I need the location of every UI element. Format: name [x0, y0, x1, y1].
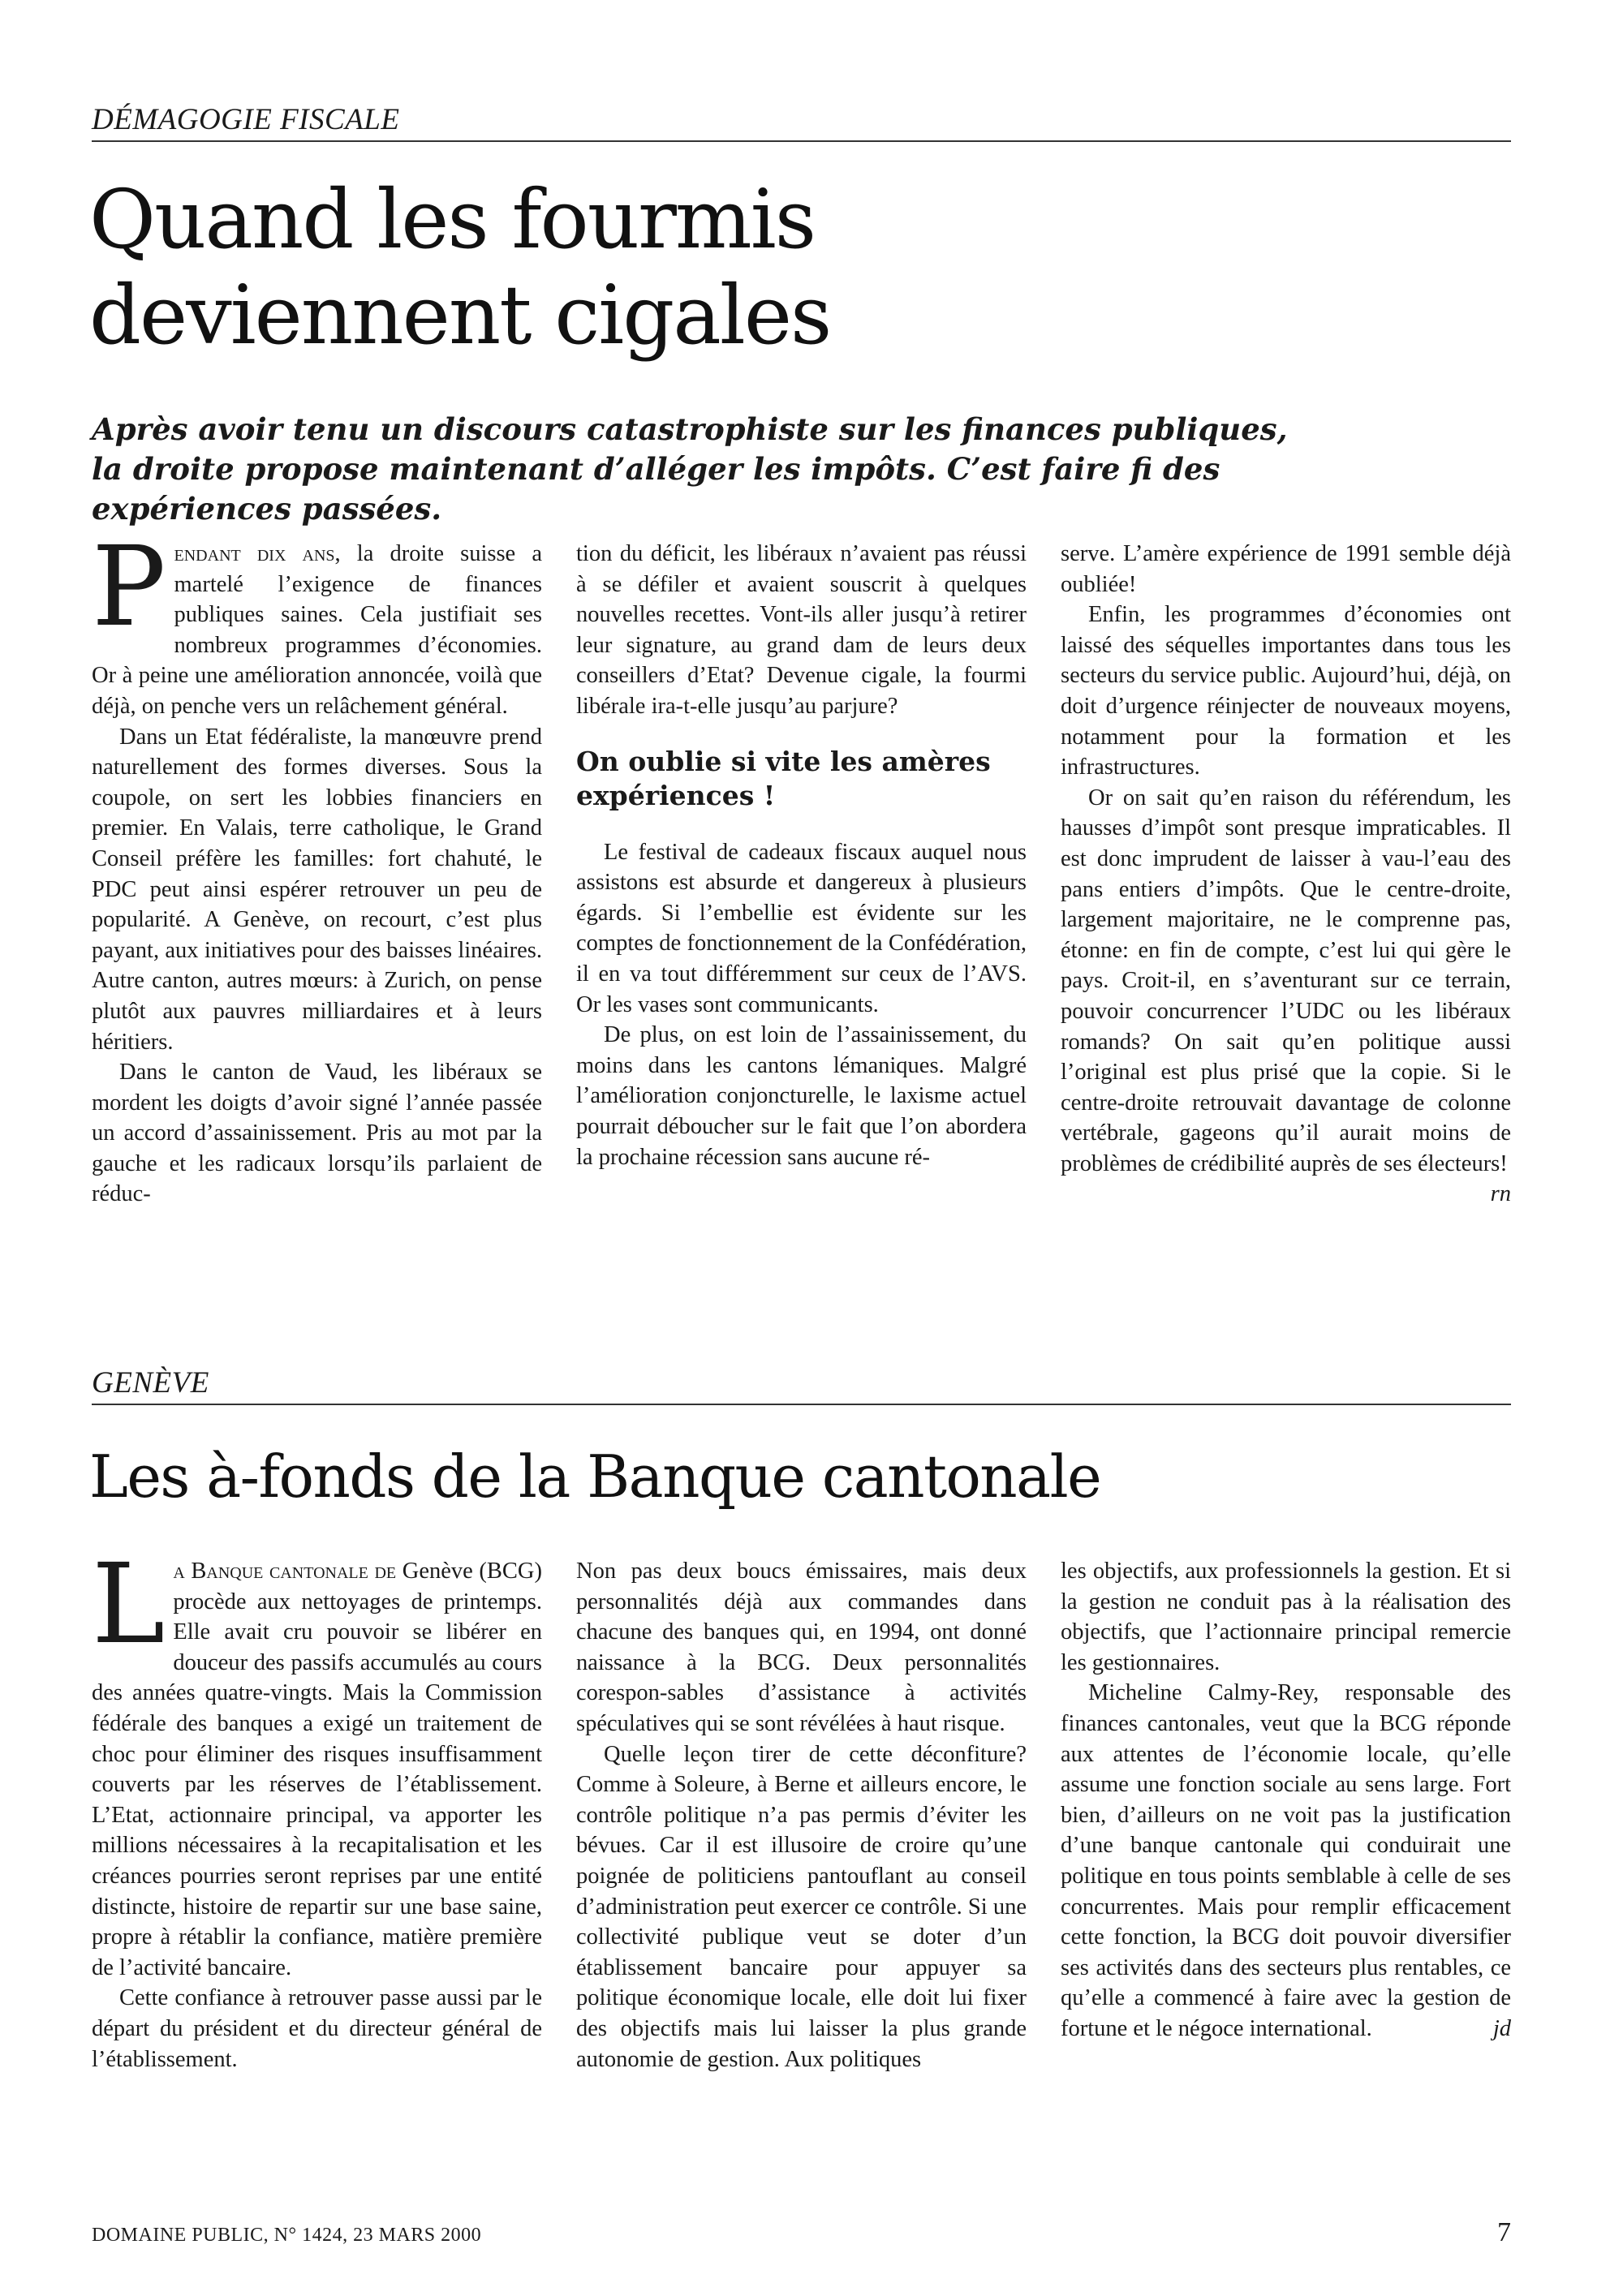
article2-body: [92, 1541, 1511, 2075]
paragraph: [92, 1541, 542, 1983]
paragraph: [1061, 783, 1511, 1207]
small-caps-opening: endant dix ans: [174, 541, 335, 566]
headline-line-1: Quand les fourmis: [89, 172, 816, 267]
paragraph-text: Genève (BCG) procède aux nettoyages de printemps. Elle avait cru pouvoir se libérer en douceur des passifs accumulés au cours des années quatre-vingts. Mais la Commission fédérale des banques a exigé un traitement de choc pour éliminer des risques insuffisamment couverts par les réserves de l’établissement. L’Etat, actionnaire principal, va apporter les millions nécessaires à la recapitalisation et les créances pourries seront reprises par une entité distincte, histoire de repartir sur une base saine, propre à rétablir la confiance, matière première de l’activité bancaire.: [92, 1559, 542, 1980]
headline-banque-cantonale: Les à-fonds de la Banque cantonale: [89, 1443, 1101, 1511]
page-number: 7: [1497, 2217, 1511, 2247]
paragraph: serve. L’amère expérience de 1991 semble déjà oubliée!: [1061, 541, 1511, 597]
author-signature: jd: [1492, 2015, 1511, 2041]
paragraph-text: Micheline Calmy-Rey, responsable des finances cantonales, veut que la BCG réponde aux attentes de l’économie locale, qu’elle assume une fonction sociale au sens large. Fort bien, d’ailleurs on ne voit pas la justification d’une banque cantonale qui conduirait une politique en tous points semblable à celle de ses concurrentes. Mais pour remplir efficacement cette fonction, la BCG doit pouvoir diversifier ses activités dans des secteurs plus rentables, ce qu’elle a commencé à faire avec la gestion de fortune et le négoce international.: [1061, 1680, 1511, 2041]
paragraph: les objectifs, aux professionnels la gestion. Et si la gestion ne conduit pas à la réalisation des objectifs, que l’actionnaire principal remercie les gestionnaires.: [1061, 1559, 1511, 1675]
headline-line-2: deviennent cigales: [89, 268, 831, 363]
article1-body: [92, 523, 1511, 1210]
section-label-demagogie: DÉMAGOGIE FISCALE: [92, 101, 1511, 142]
article2-column-3: [1061, 1556, 1511, 2075]
article1-column-2: [576, 539, 1027, 1210]
paragraph: tion du déficit, les libéraux n’avaient pas réussi à se défiler et avaient souscrit à quelques nouvelles recettes. Vont-ils aller jusqu’à retirer leur signature, au grand dam de leurs deux conseillers d’Etat? Devenue cigale, la fourmi libérale ira-t-elle jusqu’au parjure?: [576, 541, 1027, 719]
paragraph-text: Or on sait qu’en raison du référendum, les hausses d’impôt sont presque impraticables. Il est donc imprudent de laisser à vau-l’eau des pans entiers d’impôts. Que le centre-droite, largement majoritaire, ne le comprenne pas, étonne: en fin de compte, c’est lui qui gère le pays. Croit-il, en s’aventurant sur ce terrain, pouvoir concurrencer l’UDC ou les libéraux romands? On sait qu’en politique aussi l’original est plus prisé que la copie. Si le centre-droite retrouvait davantage de colonne vertébrale, gageons qu’il aurait moins de problèmes de crédibilité auprès de ses électeurs!: [1061, 785, 1511, 1176]
article2-column-2: [576, 1556, 1027, 2075]
paragraph: De plus, on est loin de l’assainissement, du moins dans les cantons lémaniques. Malgré l’amélioration conjoncturelle, le laxisme actuel pourrait déboucher sur le fait que l’on abordera la prochaine récession sans aucune ré-: [576, 1022, 1027, 1170]
article-lede: Après avoir tenu un discours catastrophiste sur les finances publiques, la droite propose maintenant d’alléger les impôts. C’est faire fi des expériences passées.: [92, 411, 1288, 527]
article2-column-1: [92, 1541, 542, 2075]
paragraph: Dans un Etat fédéraliste, la manœuvre prend naturellement des formes diverses. Sous la coupole, on sert les lobbies financiers en premier. En Valais, terre catholique, le Grand Conseil préfère les familles: fort chahuté, le PDC peut ainsi espérer retrouver un peu de popularité. A Genève, on recourt, c’est plus payant, aux initiatives pour des baisses linéaires. Autre canton, autres mœurs: à Zurich, on pense plutôt aux pauvres milliardaires et à leurs héritiers.: [92, 724, 542, 1055]
publication-info: DOMAINE PUBLIC, N° 1424, 23 MARS 2000: [92, 2225, 482, 2246]
paragraph: [1061, 1678, 1511, 2044]
paragraph: Le festival de cadeaux fiscaux auquel nous assistons est absurde et dangereux à plusieurs égards. Si l’embellie est évidente sur les comptes de fonctionnement de la Confédération, il en va tout différemment sur ceux de l’AVS. Or les vases sont communicants.: [576, 839, 1027, 1017]
headline-fourmis: [89, 172, 1518, 363]
author-signature: rn: [1490, 1181, 1511, 1207]
small-caps-opening: a Banque cantonale de: [173, 1559, 397, 1584]
subheading: On oublie si vite les amères expériences !: [576, 745, 991, 811]
paragraph: Dans le canton de Vaud, les libéraux se mordent les doigts d’avoir signé l’année passée un accord d’assainissement. Pris au mot par la gauche et les radicaux lorsqu’ils parlaient de réduc-: [92, 1060, 542, 1207]
section-label-geneve: GENÈVE: [92, 1365, 1511, 1405]
page-footer: [92, 2217, 1511, 2248]
article1-column-3: [1061, 539, 1511, 1210]
paragraph: Non pas deux boucs émissaires, mais deux personnalités déjà aux commandes dans chacune des banques qui, en 1994, ont donné naissance à la BCG. Deux personnalités corespon-sables d’assistance à activités spéculatives qui se sont révélées à haut risque.: [576, 1559, 1027, 1736]
paragraph: Quelle leçon tirer de cette déconfiture? Comme à Soleure, à Berne et ailleurs encore, le contrôle politique n’a pas permis d’éviter les bévues. Car il est illusoire de croire qu’une poignée de politiciens pantouflant au conseil d’administration peut exercer ce contrôle. Si une collectivité publique veut se doter d’un établissement bancaire pour appuyer sa politique économique locale, elle doit lui fixer des objectifs mais lui laisser la plus grande autonomie de gestion. Aux politiques: [576, 1741, 1027, 2072]
paragraph: Cette confiance à retrouver passe aussi par le départ du président et du directeur général de l’établissement.: [92, 1985, 542, 2072]
paragraph: Enfin, les programmes d’économies ont laissé des séquelles importantes dans tous les secteurs du service public. Aujourd’hui, déjà, on doit d’urgence réinjecter de nouveaux moyens, notamment pour la formation et les infrastructures.: [1061, 602, 1511, 780]
drop-cap: L: [92, 1541, 166, 1669]
article1-column-1: [92, 523, 542, 1210]
paragraph-text: , la droite suisse a martelé l’exigence de finances publiques saines. Cela justifiait ses nombreux programmes d’économies. Or à peine une amélioration annoncée, voilà que déjà, on penche vers un relâchement général.: [92, 541, 542, 719]
drop-cap: P: [92, 523, 166, 651]
paragraph: [92, 523, 542, 722]
